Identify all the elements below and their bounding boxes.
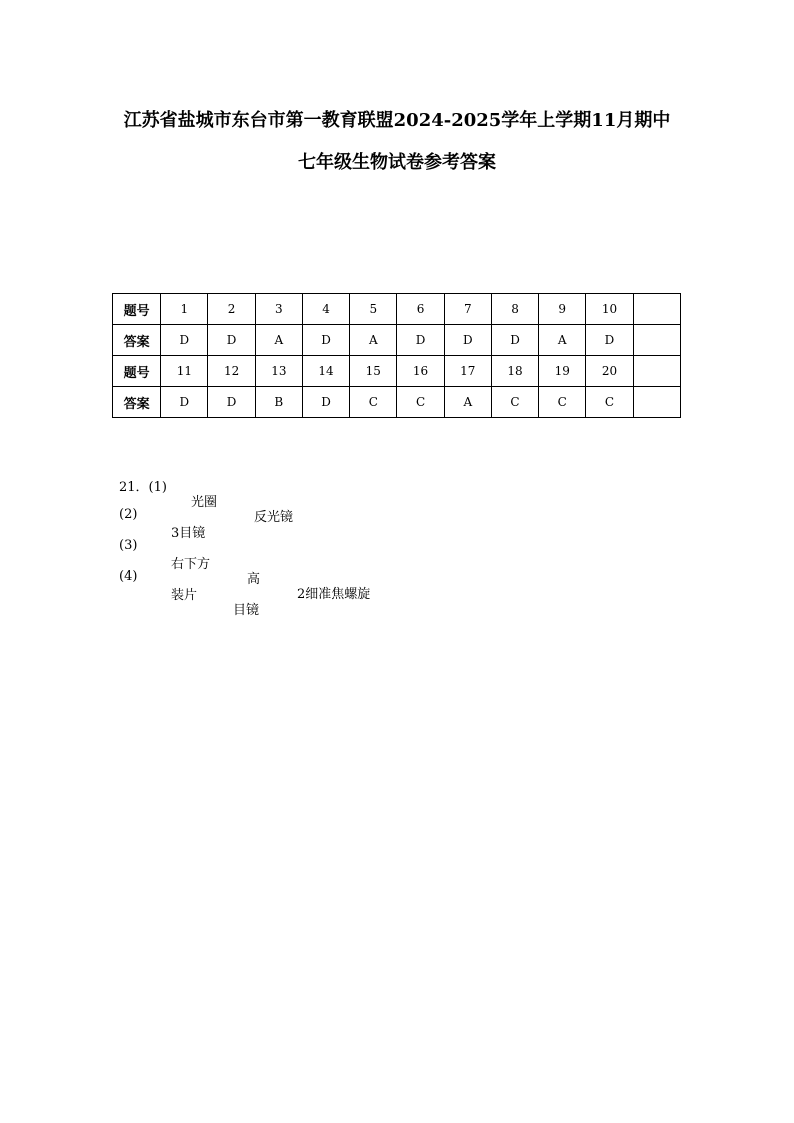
table-cell: D [397,325,444,356]
table-cell: 2 [208,294,255,325]
table-cell: 12 [208,356,255,387]
table-cell: D [161,325,208,356]
title-line-2: 七年级生物试卷参考答案 [298,152,496,173]
table-cell: 13 [255,356,302,387]
q21-part-2-number: (2) [119,507,138,522]
table-cell: 8 [491,294,538,325]
table-cell: 6 [397,294,444,325]
table-cell: 16 [397,356,444,387]
table-row [113,356,681,387]
row-label: 题号 [113,356,161,387]
q21-part-4-answer-b: 目镜 [233,603,260,618]
table-cell: D [444,325,491,356]
table-row [113,387,681,418]
table-cell: 15 [350,356,397,387]
q21-part-1-answer-b: 反光镜 [254,510,294,525]
table-cell: 18 [491,356,538,387]
q21-part-3-answer-a: 右下方 [171,557,211,572]
table-cell [633,325,680,356]
table-cell: 20 [586,356,633,387]
q21-part-1-number: 21．(1) [119,480,167,495]
table-cell [633,294,680,325]
table-cell: A [444,387,491,418]
table-cell [633,387,680,418]
table-cell: C [350,387,397,418]
table-cell: C [491,387,538,418]
table-cell: 1 [161,294,208,325]
table-cell: D [586,325,633,356]
answer-table [112,293,681,418]
table-cell: D [491,325,538,356]
table-cell: 4 [302,294,349,325]
q21-part-2-answer-a: 3目镜 [171,526,206,541]
table-cell: D [302,325,349,356]
q21-part-3-number: (3) [119,538,138,553]
row-label: 答案 [113,387,161,418]
table-cell: C [586,387,633,418]
table-cell: A [350,325,397,356]
q21-part-3-answer-c: 2细准焦螺旋 [297,587,371,602]
table-cell: 14 [302,356,349,387]
table-cell [633,356,680,387]
table-cell: D [208,325,255,356]
table-cell: D [302,387,349,418]
q21-part-4-answer-a: 装片 [171,588,198,603]
table-cell: D [161,387,208,418]
table-cell: 10 [586,294,633,325]
table-cell: 19 [539,356,586,387]
q21-part-4-number: (4) [119,569,138,584]
q21-part-1-answer-a: 光圈 [191,495,218,510]
table-cell: 7 [444,294,491,325]
table-row [113,325,681,356]
table-cell: A [255,325,302,356]
table-cell: A [539,325,586,356]
table-row [113,294,681,325]
table-cell: 5 [350,294,397,325]
row-label: 答案 [113,325,161,356]
table-cell: 17 [444,356,491,387]
q21-part-3-answer-b: 高 [247,572,261,587]
table-cell: C [397,387,444,418]
title-line-1: 江苏省盐城市东台市第一教育联盟2024-2025学年上学期11月期中 [123,110,671,131]
table-cell: 3 [255,294,302,325]
table-cell: B [255,387,302,418]
row-label: 题号 [113,294,161,325]
table-cell: C [539,387,586,418]
table-cell: D [208,387,255,418]
table-cell: 9 [539,294,586,325]
table-cell: 11 [161,356,208,387]
